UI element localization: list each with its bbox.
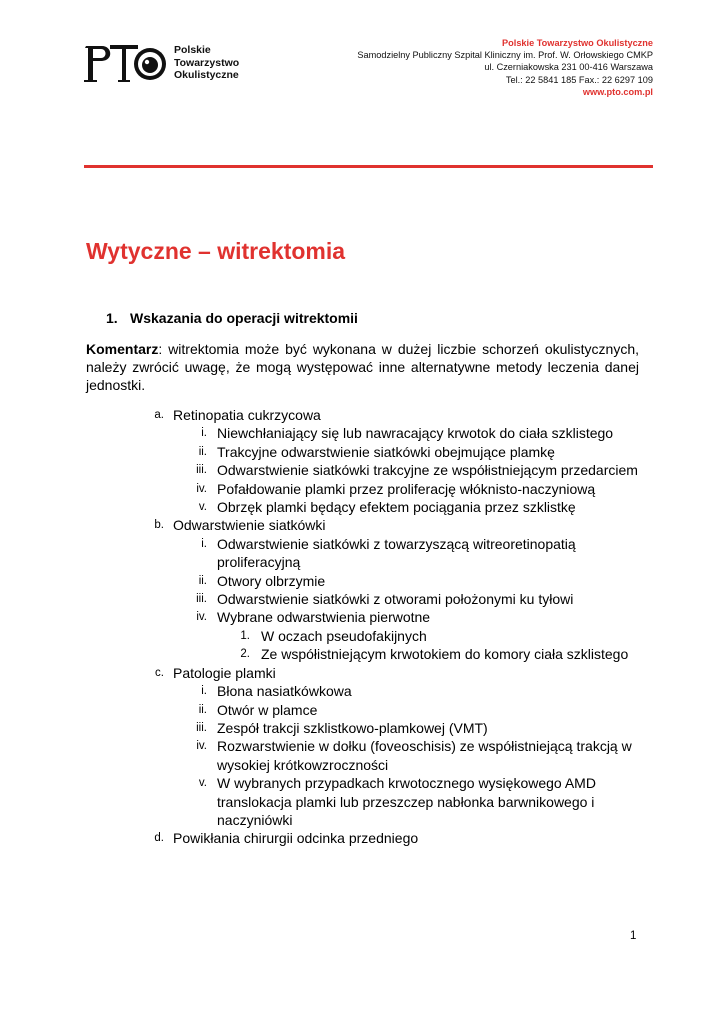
list-marker: ii.: [198, 703, 207, 716]
list-item: [0, 572, 725, 590]
list-marker: iii.: [196, 593, 207, 606]
list-item-text: Otwór w plamce: [217, 701, 318, 718]
list-item-text: Powikłania chirurgii odcinka przedniego: [173, 830, 419, 847]
list-item: [0, 498, 725, 516]
logo-text: [174, 44, 239, 82]
list-marker: iv.: [196, 611, 207, 624]
address-line: Tel.: 22 5841 185 Fax.: 22 6297 109: [505, 74, 653, 85]
list-item: [0, 516, 725, 534]
comment-label: Komentarz: [86, 341, 159, 357]
section-number: 1.: [106, 310, 118, 326]
logo-line: Okulistyczne: [174, 69, 239, 82]
list-item-text: Odwarstwienie siatkówki z otworami położonymi ku tyłowi: [217, 591, 574, 608]
header-divider: [84, 165, 653, 168]
comment-text: : witrektomia może być wykonana w dużej liczbie schorzeń okulistycznych, należy zwrócić uwagę, że mogą występować inne alternatywne metody leczenia danej jednostki.: [86, 341, 639, 393]
list-marker: ii.: [198, 445, 207, 458]
pto-logo-mark-icon: [82, 40, 168, 86]
list-item: [0, 774, 725, 829]
list-item-text: W wybranych przypadkach krwotocznego wysiękowego AMD translokacja plamki lub przeszczep nabłonka barwnikowego i naczyniówki: [217, 775, 596, 828]
svg-text:PTO: PTO: [87, 85, 90, 86]
website-link[interactable]: www.pto.com.pl: [582, 86, 653, 97]
section-title: Wskazania do operacji witrektomii: [130, 310, 358, 326]
page-title: Wytyczne – witrektomia: [86, 238, 346, 264]
org-address-block: [357, 37, 653, 98]
list-marker: c.: [155, 666, 164, 679]
logo-line: Towarzystwo: [174, 56, 240, 69]
list-item-text: Niewchłaniający się lub nawracający krwotok do ciała szklistego: [217, 425, 614, 442]
list-item-text: Wybrane odwarstwienia pierwotne: [217, 609, 431, 626]
list-item: [0, 627, 725, 645]
pto-logo: [82, 40, 239, 86]
org-name: Polskie Towarzystwo Okulistyczne: [502, 38, 653, 48]
list-marker: iii.: [196, 464, 207, 477]
list-item: [0, 590, 725, 608]
list-item-text: Ze współistniejącym krwotokiem do komory ciała szklistego: [261, 646, 629, 663]
list-marker: iii.: [196, 721, 207, 734]
address-line: Samodzielny Publiczny Szpital Kliniczny im. Prof. W. Orłowskiego CMKP: [357, 50, 653, 61]
logo-line: Polskie: [174, 44, 211, 57]
indications-list: [0, 406, 725, 848]
list-marker: iv.: [196, 482, 207, 495]
list-marker: v.: [198, 501, 207, 514]
list-item: [0, 443, 725, 461]
list-marker: i.: [201, 685, 207, 698]
section-heading: [106, 310, 358, 326]
list-item: [0, 682, 725, 700]
list-item: [0, 461, 725, 479]
list-item-text: Patologie plamki: [173, 664, 276, 681]
page-number: 1: [630, 930, 637, 942]
list-item-text: Otwory olbrzymie: [217, 572, 326, 589]
list-item: [0, 480, 725, 498]
list-item-text: Odwarstwienie siatkówki: [173, 517, 326, 534]
list-item: [0, 424, 725, 442]
list-item: [0, 406, 725, 424]
list-item-text: Odwarstwienie siatkówki z towarzyszącą witreoretinopatią proliferacyjną: [217, 535, 576, 571]
list-item: [0, 829, 725, 847]
list-item-text: Retinopatia cukrzycowa: [173, 407, 321, 423]
list-item: [0, 608, 725, 626]
list-marker: i.: [201, 537, 207, 550]
list-item-text: W oczach pseudofakijnych: [261, 627, 427, 644]
list-marker: v.: [198, 777, 207, 790]
list-marker: ii.: [198, 574, 207, 587]
list-marker: a.: [154, 409, 164, 421]
comment-paragraph: [86, 340, 639, 394]
list-item-text: Trakcyjne odwarstwienie siatkówki obejmujące plamkę: [217, 443, 555, 460]
list-item: [0, 737, 725, 774]
list-item: [0, 645, 725, 663]
list-item-text: Zespół trakcji szklistkowo-plamkowej (VMT): [217, 719, 488, 736]
list-marker: i.: [201, 427, 207, 440]
address-line: ul. Czerniakowska 231 00-416 Warszawa: [484, 62, 653, 73]
list-marker: d.: [154, 832, 164, 845]
list-item-text: Rozwarstwienie w dołku (foveoschisis) ze współistniejącą trakcją w wysokiej krótkowzroczności: [217, 738, 632, 773]
list-item: [0, 701, 725, 719]
list-item-text: Błona nasiatkówkowa: [217, 683, 352, 700]
list-marker: 1.: [240, 629, 250, 642]
list-marker: 2.: [240, 648, 250, 661]
list-item-text: Obrzęk plamki będący efektem pociągania przez szklistkę: [217, 499, 576, 516]
list-marker: iv.: [196, 740, 207, 753]
list-item: [0, 719, 725, 737]
list-item-text: Pofałdowanie plamki przez proliferację włóknisto-naczyniową: [217, 480, 596, 497]
list-item: [0, 535, 725, 572]
list-marker: b.: [154, 519, 164, 532]
list-item: [0, 664, 725, 682]
list-item-text: Odwarstwienie siatkówki trakcyjne ze współistniejącym przedarciem: [217, 462, 638, 479]
